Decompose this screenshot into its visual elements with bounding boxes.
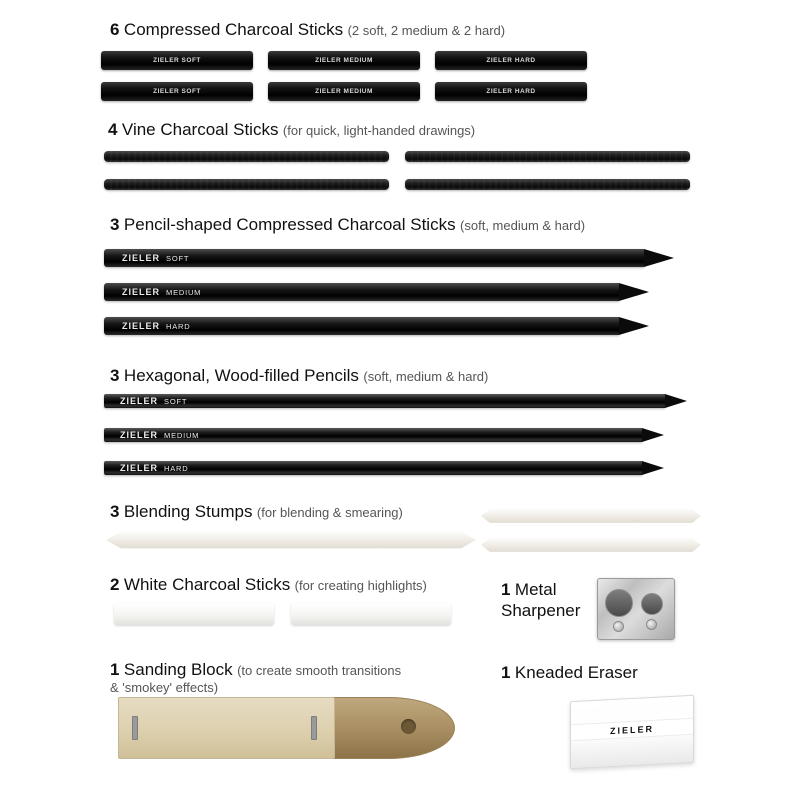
- pencil-charcoal-soft: [104, 249, 674, 267]
- sanding-block-hole-icon: [401, 719, 416, 734]
- heading-kneaded-eraser: [501, 663, 638, 683]
- vine-charcoal-stick-4: [405, 179, 690, 190]
- qty-label: 1: [501, 663, 511, 682]
- pencil-label: ZIELER HARD: [122, 321, 191, 331]
- note-label: (soft, medium & hard): [363, 369, 489, 384]
- hexagonal-pencil-soft: [104, 394, 687, 408]
- compressed-stick-label: ZIELER SOFT: [153, 88, 201, 95]
- pencil-body: [104, 317, 619, 335]
- title-label: Metal: [514, 580, 557, 599]
- compressed-stick-soft-2: [101, 82, 253, 101]
- title-label: White Charcoal Sticks: [123, 575, 291, 594]
- qty-label: 2: [110, 575, 120, 594]
- note-label: (2 soft, 2 medium & 2 hard): [347, 23, 506, 38]
- qty-label: 3: [110, 215, 120, 234]
- compressed-stick-soft-1: [101, 51, 253, 70]
- note-label: (to create smooth transitions: [237, 663, 402, 678]
- hexagonal-pencil-medium: [104, 428, 664, 442]
- pencil-label: ZIELER SOFT: [122, 253, 190, 263]
- vine-charcoal-stick-1: [104, 151, 389, 162]
- vine-charcoal-stick-3: [104, 179, 389, 190]
- hexagonal-pencil-label: ZIELER SOFT: [120, 396, 188, 406]
- hexagonal-pencil-body: [104, 394, 665, 408]
- sanding-block-paper: [118, 697, 335, 759]
- hexagonal-pencil-label: ZIELER HARD: [120, 463, 189, 473]
- pencil-charcoal-hard: [104, 317, 649, 335]
- hexagonal-pencil-hard: [104, 461, 664, 475]
- qty-label: 1: [110, 660, 120, 679]
- pencil-body: [104, 249, 644, 267]
- heading-white-charcoal-sticks: [110, 575, 427, 595]
- kneaded-eraser: [570, 695, 694, 769]
- title-label: Compressed Charcoal Sticks: [123, 20, 344, 39]
- hexagonal-pencil-body: [104, 428, 642, 442]
- pencil-tip-icon: [642, 461, 664, 475]
- title-label: Kneaded Eraser: [514, 663, 638, 682]
- note-label: (for blending & smearing): [256, 505, 403, 520]
- blending-stump-2: [481, 507, 701, 525]
- title-label: Sanding Block: [123, 660, 233, 679]
- sharpener-screw-icon: [646, 619, 657, 630]
- metal-sharpener: [597, 578, 675, 640]
- sharpener-hole-small-icon: [641, 593, 663, 615]
- qty-label: 3: [110, 366, 120, 385]
- heading-pencil-shaped-compressed-charcoal: [110, 215, 585, 235]
- note-label: (for quick, light-handed drawings): [282, 123, 476, 138]
- compressed-stick-label: ZIELER SOFT: [153, 57, 201, 64]
- pencil-charcoal-medium: [104, 283, 649, 301]
- title-label-line2: Sharpener: [501, 601, 581, 621]
- compressed-stick-label: ZIELER HARD: [486, 88, 536, 95]
- staple-icon: [132, 716, 138, 740]
- title-label: Blending Stumps: [123, 502, 253, 521]
- qty-label: 3: [110, 502, 120, 521]
- title-label: Vine Charcoal Sticks: [121, 120, 279, 139]
- pencil-tip-icon: [619, 283, 649, 301]
- sharpener-screw-icon: [613, 621, 624, 632]
- qty-label: 4: [108, 120, 118, 139]
- note-label-line2: & 'smokey' effects): [110, 680, 219, 696]
- note-label: (soft, medium & hard): [460, 218, 586, 233]
- sanding-block: [118, 697, 458, 759]
- pencil-tip-icon: [642, 428, 664, 442]
- white-charcoal-stick-2: [291, 603, 451, 625]
- pencil-tip-icon: [665, 394, 687, 408]
- heading-blending-stumps: [110, 502, 403, 522]
- pencil-label: ZIELER MEDIUM: [122, 287, 202, 297]
- blending-stump-3: [481, 536, 701, 554]
- compressed-stick-label: ZIELER MEDIUM: [315, 88, 373, 95]
- sanding-block-handle: [323, 697, 455, 759]
- vine-charcoal-stick-2: [405, 151, 690, 162]
- white-charcoal-stick-1: [114, 603, 274, 625]
- compressed-stick-label: ZIELER MEDIUM: [315, 57, 373, 64]
- pencil-body: [104, 283, 619, 301]
- compressed-stick-medium-2: [268, 82, 420, 101]
- heading-metal-sharpener: [501, 580, 580, 621]
- sharpener-hole-large-icon: [605, 589, 633, 617]
- compressed-stick-hard-2: [435, 82, 587, 101]
- heading-hexagonal-wood-filled-pencils: [110, 366, 488, 386]
- compressed-stick-hard-1: [435, 51, 587, 70]
- pencil-tip-icon: [619, 317, 649, 335]
- title-label: Pencil-shaped Compressed Charcoal Sticks: [123, 215, 456, 234]
- staple-icon: [311, 716, 317, 740]
- heading-compressed-charcoal-sticks: [110, 20, 505, 40]
- compressed-stick-medium-1: [268, 51, 420, 70]
- qty-label: 6: [110, 20, 120, 39]
- eraser-brand-label: ZIELER: [609, 723, 654, 736]
- eraser-brand-band: [571, 718, 693, 741]
- heading-vine-charcoal-sticks: [108, 120, 475, 140]
- title-label: Hexagonal, Wood-filled Pencils: [123, 366, 359, 385]
- pencil-tip-icon: [644, 249, 674, 267]
- note-label: (for creating highlights): [294, 578, 427, 593]
- heading-sanding-block: [110, 660, 401, 696]
- hexagonal-pencil-body: [104, 461, 642, 475]
- hexagonal-pencil-label: ZIELER MEDIUM: [120, 430, 200, 440]
- compressed-stick-label: ZIELER HARD: [486, 57, 536, 64]
- qty-label: 1: [501, 580, 511, 599]
- blending-stump-1: [106, 529, 476, 551]
